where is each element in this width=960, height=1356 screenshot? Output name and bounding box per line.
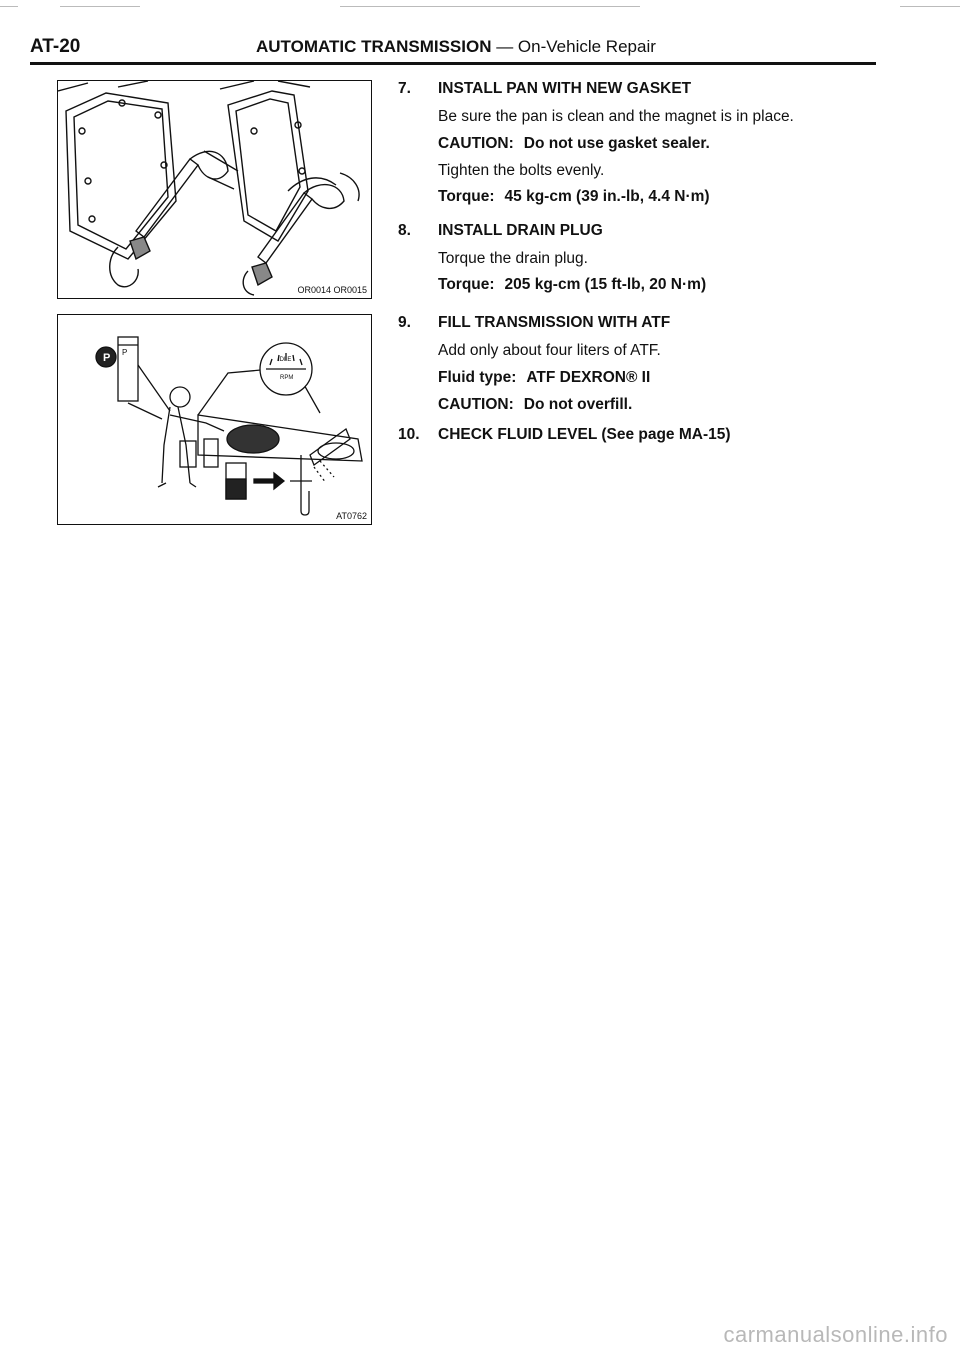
page-title [256, 37, 656, 57]
step-number: 7. [398, 80, 411, 97]
step-number: 10. [398, 426, 420, 443]
section-subtitle: — On-Vehicle Repair [491, 37, 656, 56]
park-label: P [103, 352, 111, 364]
step-text: Tighten the bolts evenly. [438, 162, 605, 179]
gear-indicator-label: P [122, 348, 128, 357]
scan-artifact [60, 6, 140, 7]
page-code: AT-20 [30, 36, 81, 57]
torque-value: 205 kg-cm (15 ft-lb, 20 N·m) [504, 276, 707, 293]
step-text: Add only about four liters of ATF. [438, 342, 661, 359]
gauge-idle-label: IDLE [278, 357, 292, 363]
section-title: AUTOMATIC TRANSMISSION [256, 37, 492, 56]
caution-line [438, 135, 710, 153]
pan-illustration [58, 81, 371, 298]
step-text: Be sure the pan is clean and the magnet is in place. [438, 108, 794, 125]
scan-artifact [900, 6, 960, 7]
torque-line [438, 188, 710, 206]
fluid-type-line [438, 369, 650, 387]
caution-value: Do not use gasket sealer. [523, 135, 710, 152]
step-title: FILL TRANSMISSION WITH ATF [438, 314, 671, 331]
torque-label: Torque: [438, 188, 495, 205]
figure-code: AT0762 [336, 511, 367, 521]
watermark: carmanualsonline.info [723, 1322, 948, 1347]
torque-label: Torque: [438, 276, 495, 293]
figure-code: OR0014 OR0015 [297, 285, 367, 295]
figure-fill-atf [57, 314, 372, 525]
scan-artifact [340, 6, 640, 7]
step-text: Torque the drain plug. [438, 250, 588, 267]
gauge-rpm-label: RPM [280, 375, 294, 381]
figure-pan-install [57, 80, 372, 299]
fill-illustration [58, 315, 371, 524]
caution-label: CAUTION: [438, 135, 514, 152]
step-title: CHECK FLUID LEVEL (See page MA-15) [438, 426, 731, 443]
torque-value: 45 kg-cm (39 in.-lb, 4.4 N·m) [504, 188, 710, 205]
fluid-type-value: ATF DEXRON® II [526, 369, 651, 386]
caution-line [438, 396, 632, 414]
caution-label: CAUTION: [438, 396, 514, 413]
step-title: INSTALL PAN WITH NEW GASKET [438, 80, 692, 97]
torque-line [438, 276, 706, 294]
fluid-type-label: Fluid type: [438, 369, 517, 386]
page-header [30, 34, 876, 65]
step-number: 9. [398, 314, 411, 331]
scan-artifact [0, 6, 18, 7]
caution-value: Do not overfill. [523, 396, 633, 413]
step-title: INSTALL DRAIN PLUG [438, 222, 603, 239]
step-number: 8. [398, 222, 411, 239]
